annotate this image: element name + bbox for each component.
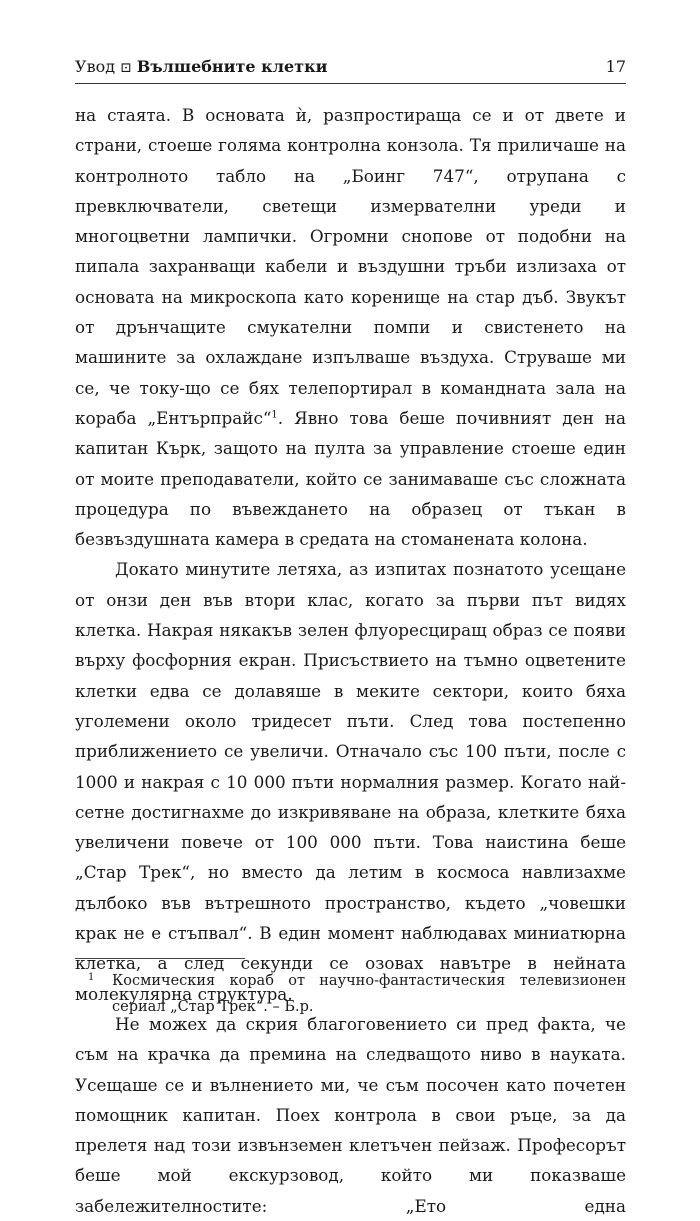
paragraph-1-text-after: . Явно това беше почивният ден на капитан Кърк, защото на пулта за управление стоеше един от моите преподаватели, който се занимаваше със сложната процедура по въвеждането на образец от тъкан в безвъздушната камера в средата на стоманената колона. xyxy=(75,407,626,550)
footnote-text: Космическия кораб от научно-фантастическия телевизионен сериал „Стар Трек“. – Б.р. xyxy=(112,973,626,1015)
running-head-title xyxy=(75,57,328,76)
footnote-divider xyxy=(75,958,245,959)
header-divider xyxy=(75,83,626,84)
chapter-title: Вълшебните клетки xyxy=(136,57,328,76)
separator-icon: ⊡ xyxy=(120,60,132,76)
paragraph-2: Докато минутите летяха, аз изпитах познатото усещане от онзи ден във втори клас, когато за първи път видях клетка. Накрая някакъв зелен флуоресциращ образ се появи върху фосфорния екран. Присъствието на тъмно оцветените клетки едва се долавяше в меките сектори, които бяха уголемени около тридесет пъти. След това постепенно приближението се увеличи. Отначало със 100 пъти, после с 1000 и накрая с 10 000 пъти нормалния размер. Когато най-сетне достигнахме до изкривяване на образа, клетките бяха увеличени повече от 100 000 пъти. Това наистина беше „Стар Трек“, но вместо да летим в космоса навлизахме дълбоко във вътрешното пространство, където „човешки крак не е стъпвал“. В един момент наблюдавах миниатюрна клетка, а след секунди се озовах навътре в нейната молекулярна структура. xyxy=(75,559,626,1004)
footnote xyxy=(75,968,626,1020)
paragraph-1-text: на стаята. В основата ѝ, разпростираща се и от двете и страни, стоеше голяма контролна конзола. Тя приличаше на контролното табло на „Боинг 747“, отрупана с превключватели, светещи измервателни уреди и многоцветни лампички. Огромни снопове от подобни на пипала захранващи кабели и въздушни тръби излизаха от основата на микроскопа като коренище на стар дъб. Звукът от дрънчащите смукателни помпи и свистенето на машините за охлаждане изпълваше въздуха. Струваше ми се, че току-що се бях телепортирал в командната зала на кораба „Ентърпрайс“ xyxy=(75,105,626,428)
paragraph-3: Не можех да скрия благоговението си пред факта, че съм на крачка да премина на следващото ниво в науката. Усещаше се и вълнението ми, че съм посочен като почетен помощник капитан. Поех контрола в свои ръце, за да прелетя над този извънземен клетъчен пейзаж. Професорът беше мой екскурзовод, който ми показваше забележителностите: „Ето една xyxy=(75,1013,626,1216)
body-text xyxy=(75,100,626,1221)
footnote-marker: 1 xyxy=(88,972,95,983)
section-label: Увод xyxy=(75,57,116,76)
paragraph-1 xyxy=(75,100,626,554)
page-number: 17 xyxy=(605,57,626,76)
footnote-reference[interactable]: 1 xyxy=(271,409,278,421)
running-head xyxy=(75,57,626,81)
